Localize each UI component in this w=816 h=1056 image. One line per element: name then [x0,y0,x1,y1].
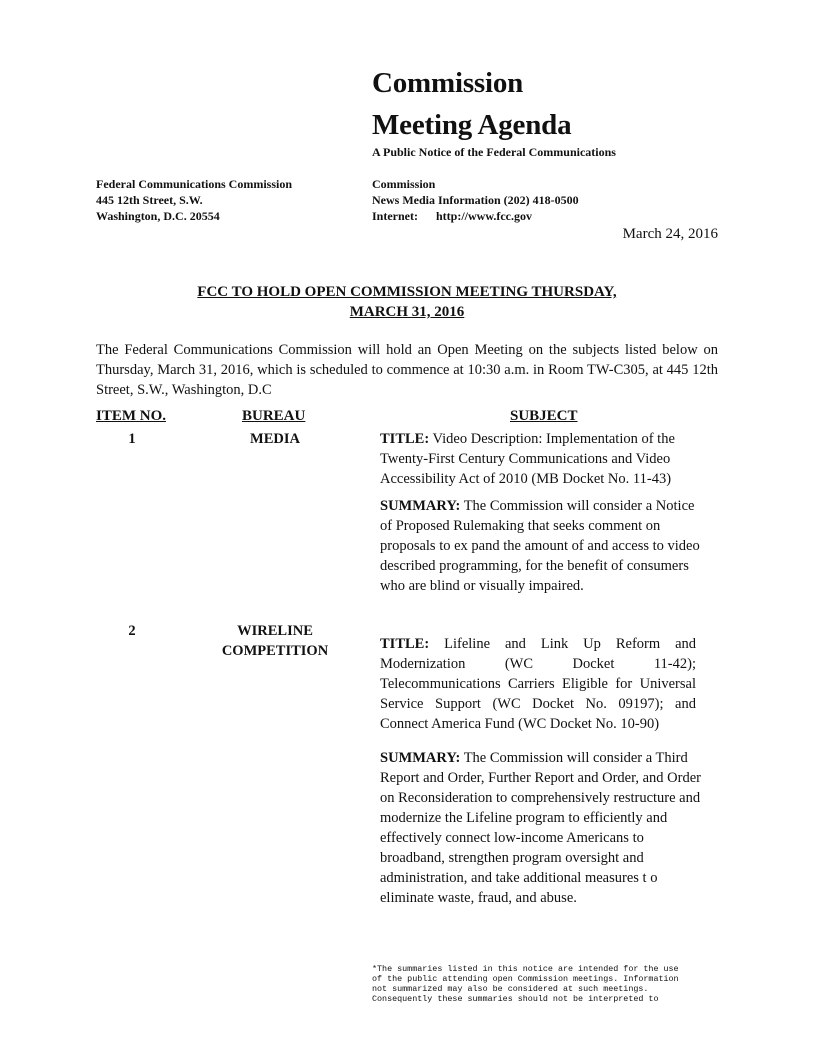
row-2-bureau [204,621,346,661]
agency-street: 445 12th Street, S.W. [96,193,203,207]
column-header-subject: SUBJECT [510,408,578,424]
agency-city: Washington, D.C. 20554 [96,209,220,223]
row-2-title [380,634,696,734]
row-2-summary [380,748,706,908]
row-1-item-no: 1 [128,431,136,447]
row-2-bureau-line-1: WIRELINE [237,623,313,639]
footnote [372,964,679,1004]
page-title-line-1: Commission [372,67,524,99]
contact-internet [372,208,579,224]
row-1-summary-label: SUMMARY: [380,498,461,514]
page-subtitle: A Public Notice of the Federal Communications [372,145,616,159]
row-2-summary-label: SUMMARY: [380,750,461,766]
row-2-title-text: Lifeline and Link Up Reform and Modernization (WC Docket 11-42); Telecommunications Carriers Eligible for Universal Service Support (WC Docket No. 09197); and Connect America Fund (WC Docket No. 10-90) [380,636,697,732]
agency-name: Federal Communications Commission [96,177,292,191]
row-2-summary-text: The Commission will consider a Third Report and Order, Further Report and Order, and Order on Reconsideration to comprehensively restructure and modernize the Lifeline program to efficiently and effectively connect low-income Americans to broadband, strengthen program oversight and administration, and take additional measures t o eliminate waste, fraud, and abuse. [380,750,701,906]
intro-paragraph: The Federal Communications Commission will hold an Open Meeting on the subjects listed below on Thursday, March 31, 2016, which is scheduled to commence at 10:30 a.m. in Room TW-C305, at 445 12th Street, S.W., Washington, D.C [96,342,718,398]
notice-date: March 24, 2016 [622,226,718,242]
row-1-title-text: Video Description: Implementation of the Twenty-First Century Communications and Video Accessibility Act of 2010 (MB Docket No. 11-43) [380,431,675,487]
headline [96,282,718,322]
row-1-bureau: MEDIA [250,431,300,447]
row-2-bureau-line-2: COMPETITION [221,643,329,659]
page-title-line-2: Meeting Agenda [372,109,572,141]
row-1-title [380,429,702,489]
row-2-title-label: TITLE: [380,636,430,652]
row-2-item-no: 2 [128,623,136,639]
contact-phone: News Media Information (202) 418-0500 [372,193,579,207]
footnote-line-1: *The summaries listed in this notice are intended for the use [372,964,679,974]
footnote-line-2: of the public attending open Commission meetings. Information [372,974,679,984]
footnote-line-4: Consequently these summaries should not be interpreted to [372,994,659,1004]
internet-link[interactable]: http://www.fcc.gov [435,209,532,223]
headline-line-1: FCC TO HOLD OPEN COMMISSION MEETING THURSDAY, [197,284,617,300]
column-header-item-no: ITEM NO. [96,408,167,424]
agency-address [96,176,292,224]
contact-commission: Commission [372,177,436,191]
internet-label: Internet: [372,209,418,223]
column-header-bureau: BUREAU [242,408,306,424]
row-1-summary [380,496,702,596]
row-1-title-label: TITLE: [380,431,430,447]
row-1-summary-text: The Commission will consider a Notice of Proposed Rulemaking that seeks comment on proposals to ex pand the amount of and access to video described programming, for the benefit of consumers who are blind or visually impaired. [380,498,700,594]
headline-line-2: MARCH 31, 2016 [349,304,465,320]
contact-block [372,176,579,224]
footnote-line-3: not summarized may also be considered at such meetings. [372,984,649,994]
